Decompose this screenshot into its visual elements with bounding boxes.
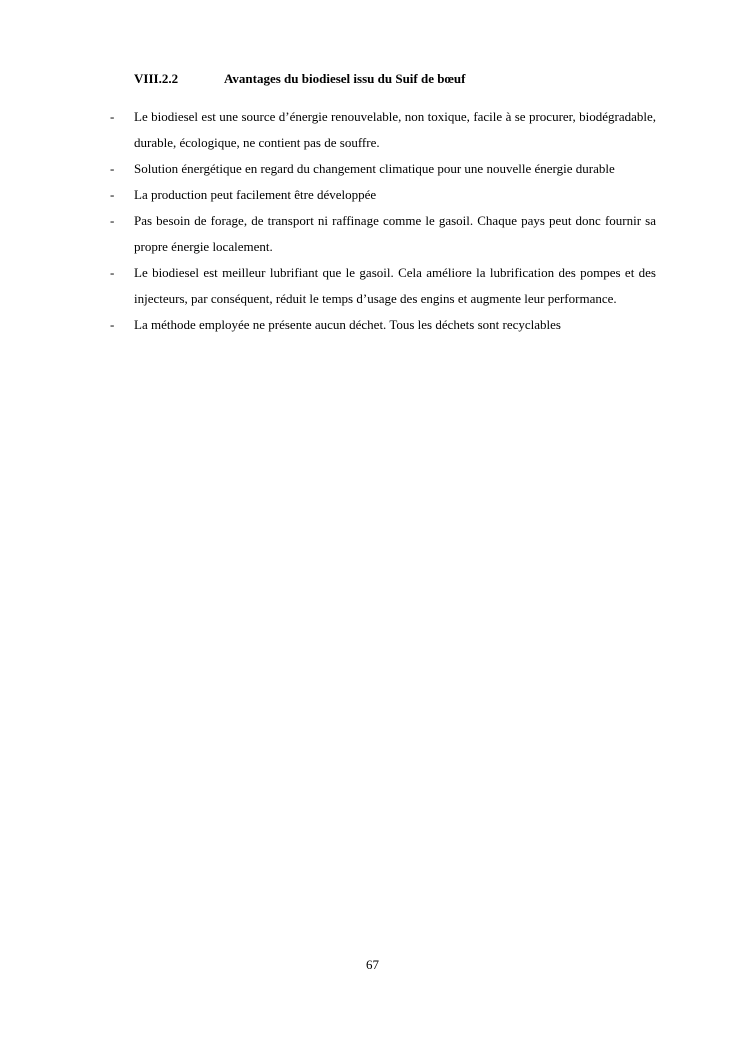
list-item xyxy=(110,182,656,208)
list-item xyxy=(110,208,656,260)
list-item-text: La méthode employée ne présente aucun déchet. Tous les déchets sont recyclables xyxy=(134,317,561,332)
list-item-text: La production peut facilement être développée xyxy=(134,187,377,202)
list-item-text: Pas besoin de forage, de transport ni raffinage comme le gasoil. Chaque pays peut donc fournir sa propre énergie localement. xyxy=(134,213,656,254)
list-item xyxy=(110,312,656,338)
section-number: VIII.2.2 xyxy=(134,71,179,86)
section-title: Avantages du biodiesel issu du Suif de bœuf xyxy=(224,71,466,86)
list-item-text: Solution énergétique en regard du changement climatique pour une nouvelle énergie durable xyxy=(134,161,615,176)
list-item xyxy=(110,156,656,182)
bullet-dash: - xyxy=(110,317,115,332)
list-item-text: Le biodiesel est une source d’énergie renouvelable, non toxique, facile à se procurer, biodégradable, durable, écologique, ne contient pas de souffre. xyxy=(134,109,656,150)
list-item xyxy=(110,260,656,312)
bullet-dash: - xyxy=(110,265,115,280)
bullet-dash: - xyxy=(110,161,115,176)
advantages-list xyxy=(110,104,656,338)
bullet-dash: - xyxy=(110,213,115,228)
bullet-dash: - xyxy=(110,109,115,124)
list-item-text: Le biodiesel est meilleur lubrifiant que le gasoil. Cela améliore la lubrification des pompes et des injecteurs, par conséquent, réduit le temps d’usage des engins et augmente leur performance. xyxy=(134,265,656,306)
section-heading xyxy=(134,70,465,88)
page-number: 67 xyxy=(366,957,379,972)
bullet-dash: - xyxy=(110,187,115,202)
list-item xyxy=(110,104,656,156)
